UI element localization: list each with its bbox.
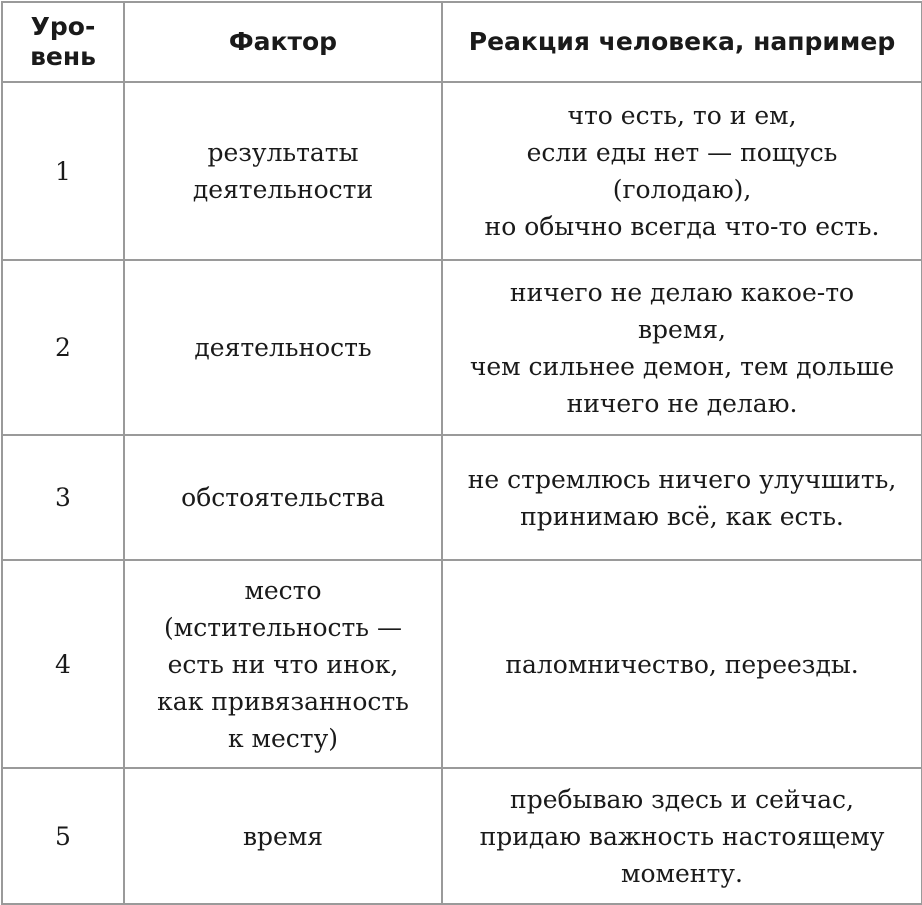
level-value: 5 bbox=[55, 821, 71, 851]
level-cell bbox=[2, 260, 124, 435]
level-value: 2 bbox=[55, 333, 71, 362]
reaction-value: пребываю здесь и сейчас, придаю важность настоящему моменту. bbox=[479, 784, 885, 888]
reaction-value: что есть, то и ем, если еды нет — пощусь (голодаю), но обычно всегда что-то есть. bbox=[484, 101, 880, 241]
level-cell bbox=[2, 82, 124, 260]
factor-value: обстоятельства bbox=[181, 483, 385, 512]
factor-cell bbox=[124, 82, 442, 260]
levels-table bbox=[1, 1, 922, 905]
level-cell bbox=[2, 768, 124, 904]
factor-value: деятельность bbox=[194, 333, 372, 362]
table-row bbox=[2, 435, 922, 560]
factor-cell bbox=[124, 435, 442, 560]
reaction-cell bbox=[442, 435, 922, 560]
reaction-value: ничего не делаю какое-то время, чем сильнее демон, тем дольше ничего не делаю. bbox=[469, 277, 895, 418]
level-cell bbox=[2, 560, 124, 768]
factor-cell bbox=[124, 768, 442, 904]
header-level bbox=[2, 2, 124, 82]
header-level-label: Уро- вень bbox=[30, 12, 96, 71]
level-value: 4 bbox=[55, 649, 71, 679]
factor-value: результаты деятельности bbox=[192, 138, 374, 204]
header-factor-label: Фактор bbox=[228, 27, 338, 56]
reaction-value: паломничество, переезды. bbox=[505, 649, 859, 679]
header-factor bbox=[124, 2, 442, 82]
factor-value: место (мстительность — есть ни что инок, как привязанность к месту) bbox=[157, 575, 409, 753]
factor-cell bbox=[124, 260, 442, 435]
header-row bbox=[2, 2, 922, 82]
level-cell bbox=[2, 435, 124, 560]
table-row bbox=[2, 768, 922, 904]
reaction-value: не стремлюсь ничего улучшить, принимаю всё, как есть. bbox=[467, 464, 897, 531]
level-value: 3 bbox=[55, 483, 71, 512]
reaction-cell bbox=[442, 260, 922, 435]
level-value: 1 bbox=[55, 156, 71, 186]
header-reaction-label: Реакция человека, например bbox=[468, 27, 896, 56]
reaction-cell bbox=[442, 768, 922, 904]
reaction-cell bbox=[442, 82, 922, 260]
factor-cell bbox=[124, 560, 442, 768]
table-row bbox=[2, 260, 922, 435]
header-reaction bbox=[442, 2, 922, 82]
reaction-cell bbox=[442, 560, 922, 768]
table-row bbox=[2, 560, 922, 768]
factor-value: время bbox=[242, 821, 324, 851]
table-row bbox=[2, 82, 922, 260]
